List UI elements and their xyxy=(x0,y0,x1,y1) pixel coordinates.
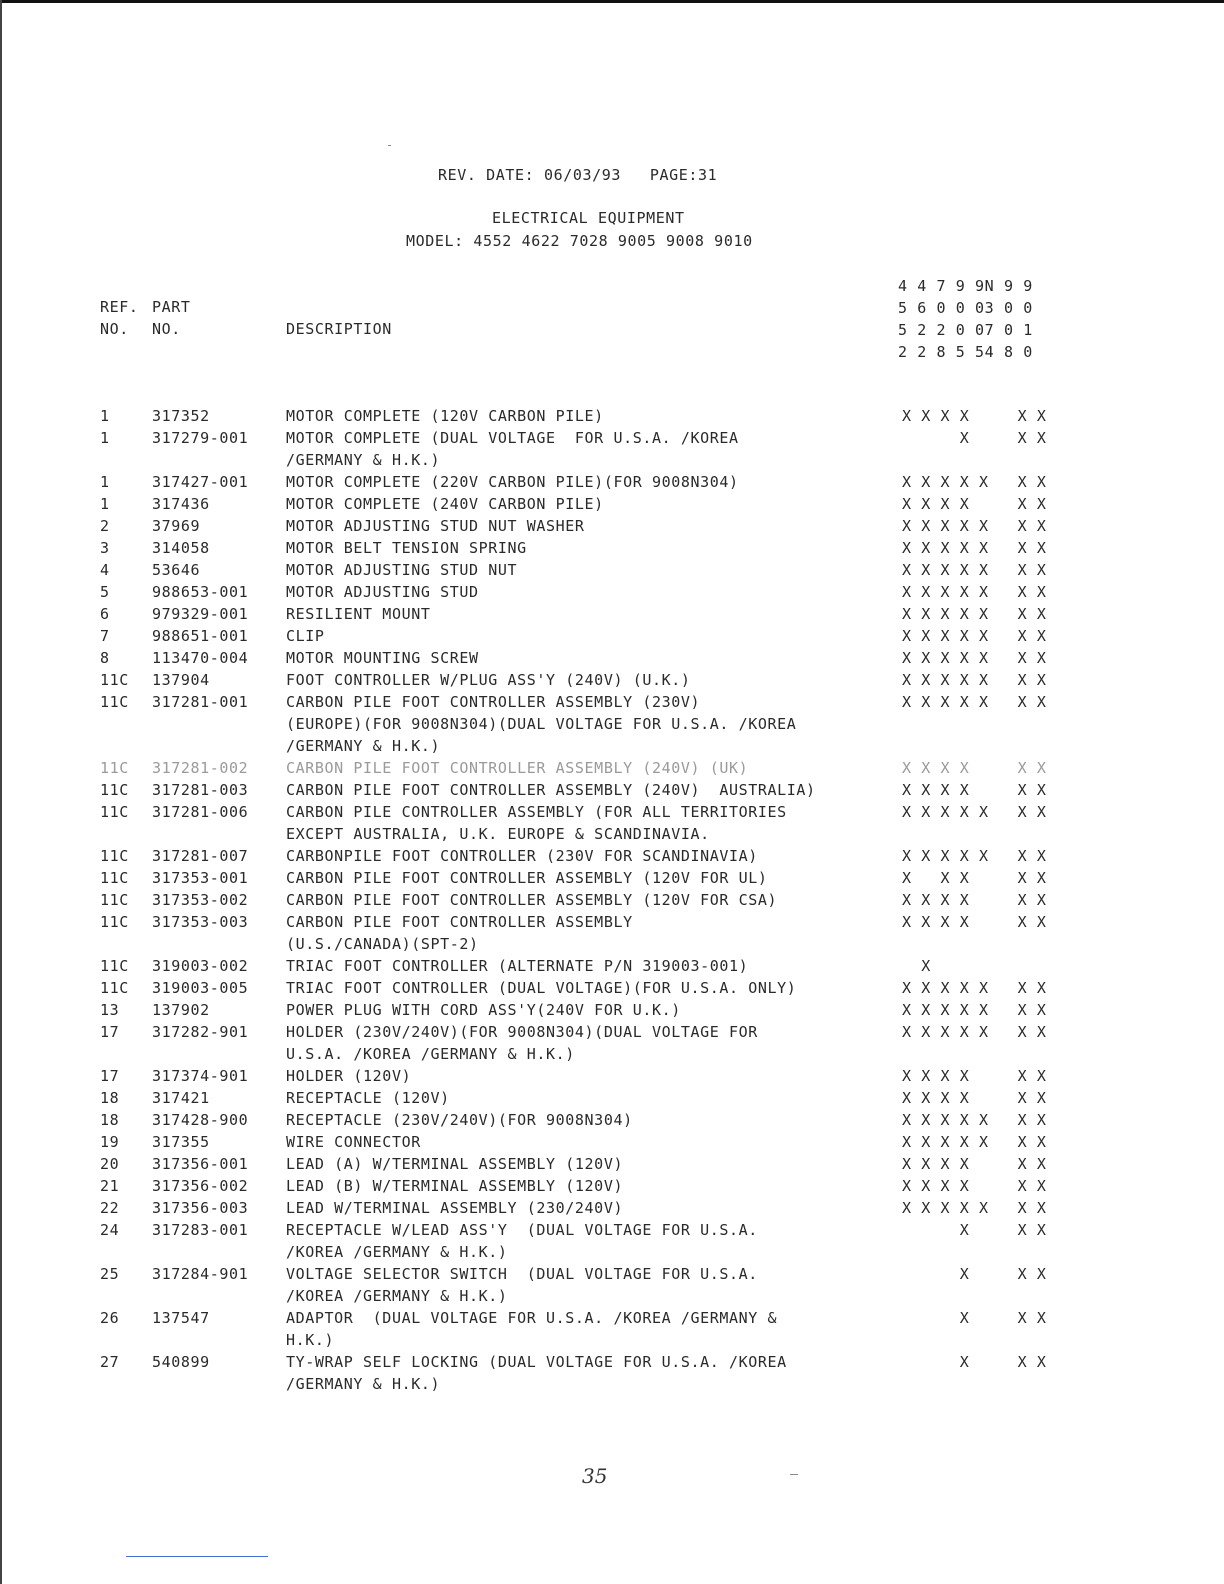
part-number: 317353-003 xyxy=(152,913,249,931)
ref-number: 2 xyxy=(100,517,110,535)
table-row xyxy=(0,999,1224,1021)
table-row xyxy=(0,691,1224,757)
ref-number: 1 xyxy=(100,429,110,447)
model-applicability-marks: X X X X X X X xyxy=(902,583,1047,601)
model-applicability-marks: X X X X X X xyxy=(902,1155,1047,1173)
table-row xyxy=(0,801,1224,845)
model-applicability-marks: X X X X X X X xyxy=(902,517,1047,535)
model-applicability-marks: X X X X X X X xyxy=(902,1111,1047,1129)
model-applicability-marks: X X X X X X X xyxy=(902,1133,1047,1151)
part-number: 317421 xyxy=(152,1089,210,1107)
part-number: 319003-002 xyxy=(152,957,249,975)
ref-number: 19 xyxy=(100,1133,120,1151)
ref-number: 20 xyxy=(100,1155,120,1173)
table-row xyxy=(0,669,1224,691)
ref-number: 11C xyxy=(100,671,129,689)
part-number: 540899 xyxy=(152,1353,210,1371)
table-row xyxy=(0,471,1224,493)
model-applicability-marks: X X X xyxy=(902,1221,1047,1239)
description-line: CARBON PILE FOOT CONTROLLER ASSEMBLY (240V) (UK) xyxy=(286,759,749,777)
description-line: MOTOR ADJUSTING STUD NUT xyxy=(286,561,518,579)
part-number: 988653-001 xyxy=(152,583,249,601)
model-applicability-marks: X X X X X X xyxy=(902,759,1047,777)
model-applicability-marks: X X X X X X X xyxy=(902,1023,1047,1041)
table-row xyxy=(0,515,1224,537)
description-line: MOTOR COMPLETE (120V CARBON PILE) xyxy=(286,407,604,425)
model-applicability-marks: X X X X X X xyxy=(902,913,1047,931)
model-applicability-marks: X X X X X X X xyxy=(902,561,1047,579)
part-number: 979329-001 xyxy=(152,605,249,623)
table-row xyxy=(0,1351,1224,1395)
description-line: CARBONPILE FOOT CONTROLLER (230V FOR SCANDINAVIA) xyxy=(286,847,758,865)
description-line: VOLTAGE SELECTOR SWITCH (DUAL VOLTAGE FOR U.S.A. xyxy=(286,1265,758,1283)
model-applicability-marks: X X X X X X xyxy=(902,781,1047,799)
ref-number: 11C xyxy=(100,957,129,975)
table-row xyxy=(0,977,1224,999)
ref-number: 11C xyxy=(100,979,129,997)
ref-number: 11C xyxy=(100,693,129,711)
ref-number: 8 xyxy=(100,649,110,667)
description-line: TRIAC FOOT CONTROLLER (ALTERNATE P/N 319003-001) xyxy=(286,957,749,975)
table-row xyxy=(0,1307,1224,1351)
table-row xyxy=(0,405,1224,427)
description-line: MOTOR ADJUSTING STUD NUT WASHER xyxy=(286,517,585,535)
ref-number: 4 xyxy=(100,561,110,579)
description-line: CARBON PILE FOOT CONTROLLER ASSEMBLY (230V) xyxy=(286,693,701,711)
model-applicability-marks: X X X X X X X xyxy=(902,473,1047,491)
scan-top-border xyxy=(0,0,1224,3)
table-row xyxy=(0,1021,1224,1065)
part-number: 317356-001 xyxy=(152,1155,249,1173)
part-number: 317374-901 xyxy=(152,1067,249,1085)
description-line: MOTOR MOUNTING SCREW xyxy=(286,649,479,667)
description-line: RECEPTACLE W/LEAD ASS'Y (DUAL VOLTAGE FOR U.S.A. xyxy=(286,1221,758,1239)
table-row xyxy=(0,1087,1224,1109)
part-number: 317282-901 xyxy=(152,1023,249,1041)
model-applicability-marks: X X X X X X xyxy=(902,495,1047,513)
ref-number: 13 xyxy=(100,1001,120,1019)
model-applicability-marks: X X X X X X X xyxy=(902,1001,1047,1019)
table-row xyxy=(0,493,1224,515)
ref-number: 27 xyxy=(100,1353,120,1371)
description-line: CARBON PILE FOOT CONTROLLER ASSEMBLY (120V FOR CSA) xyxy=(286,891,778,909)
table-row xyxy=(0,427,1224,471)
description-line: (EUROPE)(FOR 9008N304)(DUAL VOLTAGE FOR U.S.A. /KOREA xyxy=(286,715,797,733)
description-line: RECEPTACLE (230V/240V)(FOR 9008N304) xyxy=(286,1111,633,1129)
model-applicability-marks: X X X X X X xyxy=(902,1067,1047,1085)
ref-number: 11C xyxy=(100,759,129,777)
description-line: /GERMANY & H.K.) xyxy=(286,1375,441,1393)
description-line: POWER PLUG WITH CORD ASS'Y(240V FOR U.K.) xyxy=(286,1001,681,1019)
model-applicability-marks: X X X xyxy=(902,1309,1047,1327)
ref-number: 7 xyxy=(100,627,110,645)
description-line: EXCEPT AUSTRALIA, U.K. EUROPE & SCANDINAVIA. xyxy=(286,825,710,843)
description-line: CARBON PILE FOOT CONTROLLER ASSEMBLY (120V FOR UL) xyxy=(286,869,768,887)
ref-number: 17 xyxy=(100,1067,120,1085)
ref-number: 11C xyxy=(100,891,129,909)
part-number: 317356-003 xyxy=(152,1199,249,1217)
description-line: FOOT CONTROLLER W/PLUG ASS'Y (240V) (U.K.) xyxy=(286,671,691,689)
table-row xyxy=(0,581,1224,603)
table-row xyxy=(0,911,1224,955)
model-applicability-marks: X xyxy=(902,957,931,975)
ref-number: 11C xyxy=(100,781,129,799)
description-line: /KOREA /GERMANY & H.K.) xyxy=(286,1287,508,1305)
description-line: LEAD (B) W/TERMINAL ASSEMBLY (120V) xyxy=(286,1177,624,1195)
part-number: 317284-901 xyxy=(152,1265,249,1283)
part-number: 317352 xyxy=(152,407,210,425)
model-digits-row-4: 2 2 8 5 54 8 0 xyxy=(898,343,1033,361)
model-applicability-marks: X X X X X X X xyxy=(902,1199,1047,1217)
description-line: (U.S./CANADA)(SPT-2) xyxy=(286,935,479,953)
table-row xyxy=(0,757,1224,779)
description-line: MOTOR BELT TENSION SPRING xyxy=(286,539,527,557)
model-applicability-marks: X X X X X X xyxy=(902,1089,1047,1107)
model-applicability-marks: X X X X X X xyxy=(902,407,1047,425)
description-header: DESCRIPTION xyxy=(286,320,392,338)
part-number: 317281-001 xyxy=(152,693,249,711)
handwritten-page-number: 35 xyxy=(582,1464,608,1488)
scan-blue-line xyxy=(126,1556,268,1557)
model-applicability-marks: X X X X X X X xyxy=(902,605,1047,623)
model-applicability-marks: X X X X X X X xyxy=(902,979,1047,997)
part-number: 317353-002 xyxy=(152,891,249,909)
part-header-1: PART xyxy=(152,298,191,316)
description-line: MOTOR COMPLETE (220V CARBON PILE)(FOR 9008N304) xyxy=(286,473,739,491)
table-row xyxy=(0,1197,1224,1219)
table-row xyxy=(0,625,1224,647)
table-row xyxy=(0,1219,1224,1263)
part-number: 317428-900 xyxy=(152,1111,249,1129)
table-row xyxy=(0,1153,1224,1175)
description-line: CARBON PILE FOOT CONTROLLER ASSEMBLY xyxy=(286,913,633,931)
model-applicability-marks: X X X X X X X xyxy=(902,847,1047,865)
table-row xyxy=(0,845,1224,867)
ref-header-1: REF. xyxy=(100,298,139,316)
description-line: H.K.) xyxy=(286,1331,335,1349)
ref-number: 11C xyxy=(100,913,129,931)
table-row xyxy=(0,889,1224,911)
ref-number: 18 xyxy=(100,1089,120,1107)
part-number: 317427-001 xyxy=(152,473,249,491)
description-line: /GERMANY & H.K.) xyxy=(286,451,441,469)
part-number: 317279-001 xyxy=(152,429,249,447)
part-number: 317281-006 xyxy=(152,803,249,821)
table-row xyxy=(0,603,1224,625)
part-number: 317355 xyxy=(152,1133,210,1151)
table-row xyxy=(0,867,1224,889)
scan-mark xyxy=(790,1474,798,1475)
ref-number: 6 xyxy=(100,605,110,623)
table-row xyxy=(0,1109,1224,1131)
ref-number: 11C xyxy=(100,869,129,887)
part-number: 137547 xyxy=(152,1309,210,1327)
table-row xyxy=(0,1065,1224,1087)
part-number: 137902 xyxy=(152,1001,210,1019)
ref-header-2: NO. xyxy=(100,320,129,338)
part-number: 317353-001 xyxy=(152,869,249,887)
description-line: LEAD W/TERMINAL ASSEMBLY (230/240V) xyxy=(286,1199,624,1217)
ref-number: 21 xyxy=(100,1177,120,1195)
table-row xyxy=(0,779,1224,801)
description-line: TY-WRAP SELF LOCKING (DUAL VOLTAGE FOR U.S.A. /KOREA xyxy=(286,1353,787,1371)
part-header-2: NO. xyxy=(152,320,181,338)
part-number: 37969 xyxy=(152,517,201,535)
description-line: RESILIENT MOUNT xyxy=(286,605,431,623)
ref-number: 1 xyxy=(100,407,110,425)
model-digits-row-3: 5 2 2 0 07 0 1 xyxy=(898,321,1033,339)
model-applicability-marks: X X X xyxy=(902,1265,1047,1283)
part-number: 317356-002 xyxy=(152,1177,249,1195)
ref-number: 22 xyxy=(100,1199,120,1217)
description-line: HOLDER (230V/240V)(FOR 9008N304)(DUAL VOLTAGE FOR xyxy=(286,1023,758,1041)
description-line: WIRE CONNECTOR xyxy=(286,1133,421,1151)
description-line: U.S.A. /KOREA /GERMANY & H.K.) xyxy=(286,1045,575,1063)
description-line: /KOREA /GERMANY & H.K.) xyxy=(286,1243,508,1261)
ref-number: 24 xyxy=(100,1221,120,1239)
table-row xyxy=(0,1175,1224,1197)
model-applicability-marks: X X X xyxy=(902,1353,1047,1371)
model-applicability-marks: X X X X X X X xyxy=(902,539,1047,557)
part-number: 319003-005 xyxy=(152,979,249,997)
section-title: ELECTRICAL EQUIPMENT xyxy=(492,209,685,227)
model-digits-row-2: 5 6 0 0 03 0 0 xyxy=(898,299,1033,317)
model-digits-row-1: 4 4 7 9 9N 9 9 xyxy=(898,277,1033,295)
ref-number: 25 xyxy=(100,1265,120,1283)
model-applicability-marks: X X X X X X xyxy=(902,1177,1047,1195)
ref-number: 18 xyxy=(100,1111,120,1129)
ref-number: 3 xyxy=(100,539,110,557)
part-number: 317436 xyxy=(152,495,210,513)
table-row xyxy=(0,647,1224,669)
ref-number: 1 xyxy=(100,495,110,513)
description-line: RECEPTACLE (120V) xyxy=(286,1089,450,1107)
description-line: CLIP xyxy=(286,627,325,645)
model-applicability-marks: X X X X X X X xyxy=(902,627,1047,645)
model-applicability-marks: X X X X X X X xyxy=(902,649,1047,667)
model-applicability-marks: X X X X X xyxy=(902,869,1047,887)
part-number: 113470-004 xyxy=(152,649,249,667)
part-number: 317281-003 xyxy=(152,781,249,799)
description-line: CARBON PILE FOOT CONTROLLER ASSEMBLY (240V) AUSTRALIA) xyxy=(286,781,816,799)
table-row xyxy=(0,537,1224,559)
description-line: MOTOR ADJUSTING STUD xyxy=(286,583,479,601)
ref-number: 11C xyxy=(100,847,129,865)
scan-mark xyxy=(388,145,391,146)
ref-number: 11C xyxy=(100,803,129,821)
ref-number: 5 xyxy=(100,583,110,601)
part-number: 317281-002 xyxy=(152,759,249,777)
description-line: CARBON PILE CONTROLLER ASSEMBLY (FOR ALL TERRITORIES xyxy=(286,803,787,821)
table-row xyxy=(0,955,1224,977)
description-line: HOLDER (120V) xyxy=(286,1067,412,1085)
model-applicability-marks: X X X X X X X xyxy=(902,671,1047,689)
description-line: /GERMANY & H.K.) xyxy=(286,737,441,755)
part-number: 314058 xyxy=(152,539,210,557)
description-line: TRIAC FOOT CONTROLLER (DUAL VOLTAGE)(FOR U.S.A. ONLY) xyxy=(286,979,797,997)
description-line: MOTOR COMPLETE (240V CARBON PILE) xyxy=(286,495,604,513)
part-number: 988651-001 xyxy=(152,627,249,645)
model-applicability-marks: X X X xyxy=(902,429,1047,447)
part-number: 53646 xyxy=(152,561,201,579)
model-line: MODEL: 4552 4622 7028 9005 9008 9010 xyxy=(406,232,753,250)
rev-date-line: REV. DATE: 06/03/93 PAGE:31 xyxy=(438,166,718,184)
table-row xyxy=(0,1131,1224,1153)
ref-number: 26 xyxy=(100,1309,120,1327)
ref-number: 1 xyxy=(100,473,110,491)
part-number: 137904 xyxy=(152,671,210,689)
table-row xyxy=(0,1263,1224,1307)
model-applicability-marks: X X X X X X X xyxy=(902,803,1047,821)
table-row xyxy=(0,559,1224,581)
model-applicability-marks: X X X X X X xyxy=(902,891,1047,909)
model-applicability-marks: X X X X X X X xyxy=(902,693,1047,711)
part-number: 317281-007 xyxy=(152,847,249,865)
ref-number: 17 xyxy=(100,1023,120,1041)
description-line: LEAD (A) W/TERMINAL ASSEMBLY (120V) xyxy=(286,1155,624,1173)
description-line: ADAPTOR (DUAL VOLTAGE FOR U.S.A. /KOREA /GERMANY & xyxy=(286,1309,778,1327)
part-number: 317283-001 xyxy=(152,1221,249,1239)
description-line: MOTOR COMPLETE (DUAL VOLTAGE FOR U.S.A. /KOREA xyxy=(286,429,739,447)
